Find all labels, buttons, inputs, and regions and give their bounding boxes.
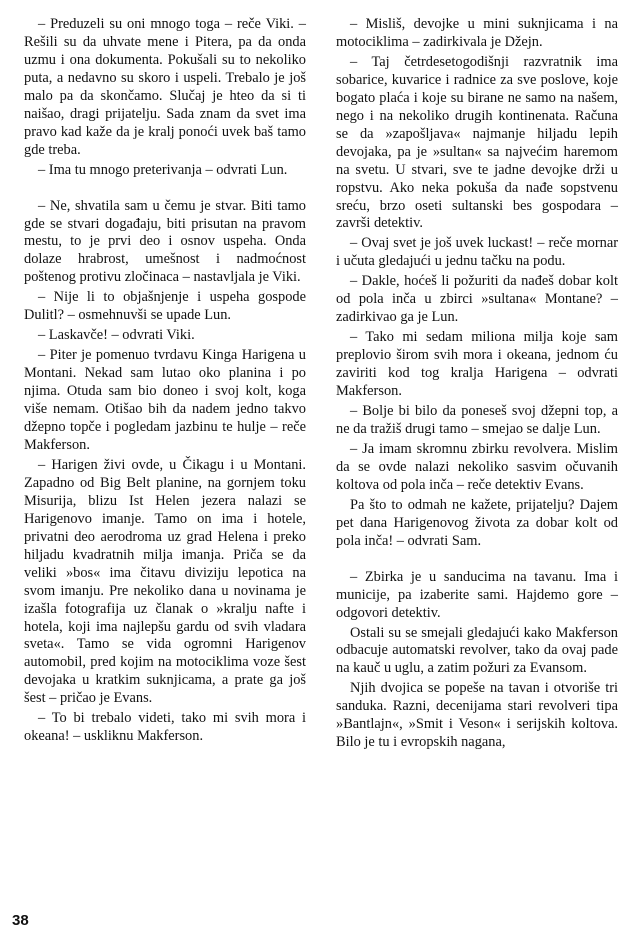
paragraph: – Piter je pomenuo tvrdavu Kinga Harigena u Montani. Nekad sam lutao oko planina i po njima. Otuda sam bio doneo i svoj kolt, koga više nemam. Otišao bih da nadem jedno takvo džepno topče i pogledam jazbinu te hulje – reče Makferson. (24, 347, 306, 453)
page-number: 38 (12, 912, 29, 929)
paragraph: – Harigen živi ovde, u Čikagu i u Montani. Zapadno od Big Belt planine, na gornjem toku Misurija, blizu Ist Helen jezera nalazi se Harigenovo imanje. Tamo on ima i hotele, privatni deo aerodroma uz grad Helena i preko hiljadu kvadratnih milja imanja. Priča se da veliki »bos« ima čitavu diviziju lepotica na svom imanju. Pre nekoliko dana u novinama je izašla fotografija uz članak o »kralju nafte i hotela, koji ima najlepšu gardu od svih vladara sveta«. Tamo se vida ogromni Harigenov automobil, pred kojim na motociklima voze šest devojaka u kratkim suknjicama, a prate ga još šest – pričao je Evans. (24, 456, 306, 707)
paragraph: – Dakle, hoćeš li požuriti da nađeš dobar kolt od pola inča u zbirci »sultana« Montane? – zadirkivao ga je Lun. (336, 273, 618, 326)
paragraph: – Ne, shvatila sam u čemu je stvar. Biti tamo gde se stvari događaju, biti prisutan na pravom mestu, to je prvi deo i osnov uspeha. Onda dolaze hrabrost, umešnost i nadmoćnost poštenog protivu zločinaca – nastavljala je Viki. (24, 197, 306, 286)
paragraph: – Bolje bi bilo da poneseš svoj džepni top, a ne da tražiš drugi tamo – smejao se dalje Lun. (336, 403, 618, 437)
paragraph: Njih dvojica se popeše na tavan i otvoriše tri sanduka. Razni, decenijama stari revolveri tipa »Bantlajn«, »Smit i Veson« i serijskih koltova. Bilo je tu i evropskih nagana, (336, 680, 618, 751)
paragraph: – Ovaj svet je još uvek luckast! – reče mornar i učuta gledajući u jednu tačku na podu. (336, 235, 618, 270)
right-text-column (336, 16, 618, 754)
paragraph: – Laskavče! – odvrati Viki. (38, 327, 195, 344)
paragraph: – Tako mi sedam miliona milja koje sam preplovio širom svih mora i okeana, jednom ću zaviriti kod tog kralja Harigena – odvrati Makferson. (336, 329, 618, 400)
paragraph: Pa što to odmah ne kažete, prijatelju? Dajem pet dana Harigenovog života za dobar kolt od pola inča! – odvrati Sam. (336, 496, 618, 549)
left-text-column (24, 16, 306, 748)
paragraph: – Misliš, devojke u mini suknjicama i na motociklima – zadirkivala je Džejn. (336, 16, 618, 50)
paragraph: – Ima tu mnogo preterivanja – odvrati Lun. (38, 161, 288, 178)
paragraph: Ostali su se smejali gledajući kako Makferson odbacuje automatski revolver, tako da ovaj pade na kauč u uglu, a zatim požuri za Evansom. (336, 624, 618, 677)
paragraph: – Nije li to objašnjenje i uspeha gospode Dulitl? – osmehnuvši se upade Lun. (24, 289, 306, 324)
paragraph: – Ja imam skromnu zbirku revolvera. Mislim da se ovde nalazi nekoliko sasvim očuvanih koltova od pola inča – reče detektiv Evans. (336, 440, 618, 493)
paragraph: – Preduzeli su oni mnogo toga – reče Viki. – Rešili su da uhvate mene i Pitera, pa da onda uzmu i ona dokumenta. Pokušali su to nekoliko puta, a nedavno su skoro i uspeli. Trebalo je još malo pa da skončamo. Slučaj je hteo da si ti naišao, dragi prijatelju. Sada znam da svet ima pravo kad kaže da je kralj ponoći uvek baš tamo gde treba. (24, 16, 306, 158)
paragraph: – To bi trebalo videti, tako mi svih mora i okeana! – uskliknu Makferson. (24, 710, 306, 745)
paragraph: – Zbirka je u sanducima na tavanu. Ima i municije, pa izaberite sami. Hajdemo gore – odgovori detektiv. (336, 568, 618, 621)
paragraph: – Taj četrdesetogodišnji razvratnik ima sobarice, kuvarice i radnice za sve poslove, koje bogato plaća i koje su birane ne samo na našem, nego i na nekoliko drugih kontinenata. Računa se da »zapošljava« najmanje hiljadu lepih devojaka, pa je »sultan« sa najvećim haremom na svetu. U stvari, sve te jadne devojke drži u ropstvu. Ako neka pokuša da nađe sopstvenu sreću, brzo oseti sultanski bes gospodara – završi detektiv. (336, 53, 618, 232)
